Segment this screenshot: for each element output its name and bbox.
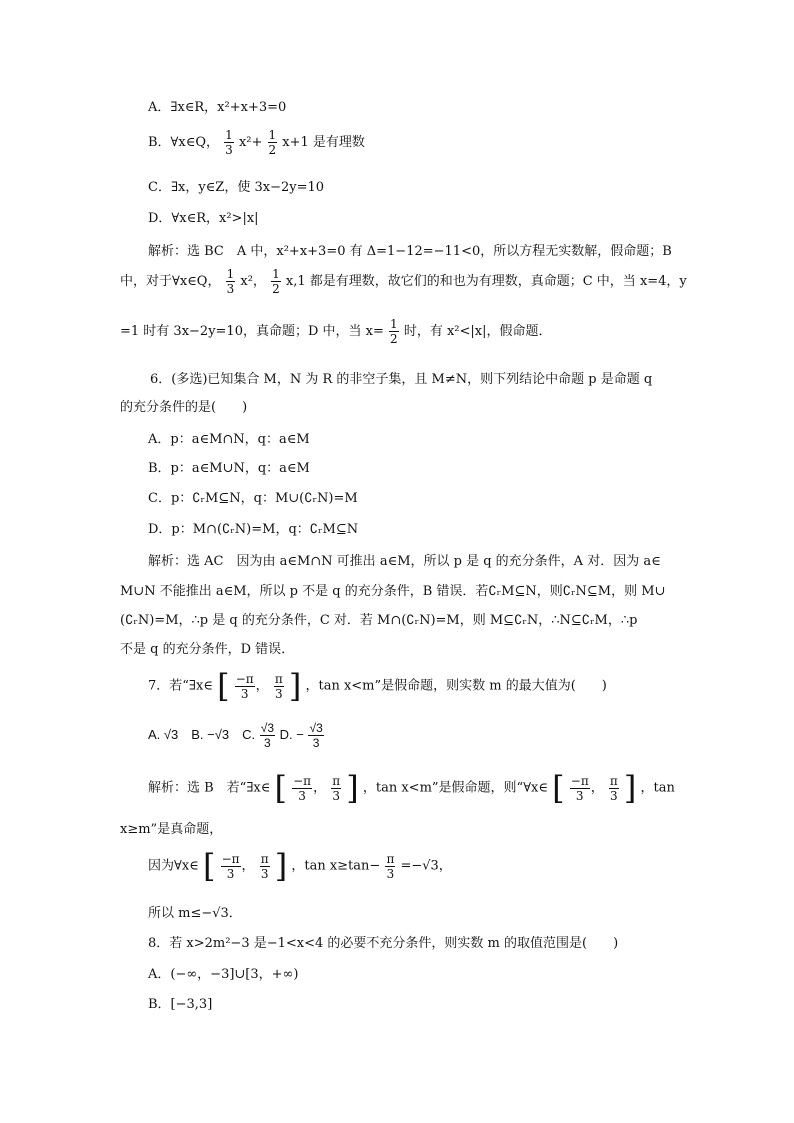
q5-option-c: C．∃x，y∈Z，使 3x−2y=10 [148,180,325,195]
interval-right-bracket: ] [623,769,637,807]
fraction-pi-over-3: $\frac{\pi}{3}$ [274,671,283,701]
interval-right-bracket: ] [288,667,302,705]
interval-right-bracket: ] [274,847,288,885]
fraction-one-half: $\frac{1}{2}$ [390,317,398,346]
q7-stem [148,667,607,705]
q7-solution-mid: ，tan x<m”是假命题，则“∀x∈ [362,780,548,796]
q5-solution-line-2-suffix: x,1 都是有理数，故它们的和也为有理数，真命题；C 中，当 x=4，y [285,274,687,289]
q7-options-a-to-c: A. √3 B. −√3 C. [148,726,256,742]
q8-option-b: B．[−3,3] [148,997,213,1012]
fraction-sqrt3-over-3: $\frac{√3}{3}$ [309,721,323,750]
interval-left-bracket: [ [217,667,230,705]
fraction-neg-pi-over-3: $\frac{-\pi}{3}$ [235,671,254,701]
interval-comma: ， [241,858,255,874]
interval-left-bracket: [ [552,769,565,807]
fraction-pi-over-3: $\frac{\pi}{3}$ [386,851,395,881]
q6-solution-line-2: M∪N 不能推出 a∈M，所以 p 不是 q 的充分条件，B 错误．若∁ᵣM⊆N，则∁ᵣN⊆M，则 M∪ [120,584,666,599]
interval-left-bracket: [ [202,847,216,885]
q7-solution-line-2: x≥m”是真命题， [120,822,223,837]
q7-solution-3-prefix: 因为∀x∈ [148,858,199,874]
q5-solution-line-3 [120,318,551,345]
q7-option-d-prefix: D. − [279,726,304,742]
q6-option-b: B．p：a∈M∪N，q：a∈M [148,461,310,476]
q6-option-d: D．p：M∩(∁ᵣN)=M，q：∁ᵣM⊆N [148,522,359,537]
q7-stem-suffix: ，tan x<m”是假命题，则实数 m 的最大值为( ) [305,678,607,694]
q5-solution-line-3-prefix: =1 时有 3x−2y=10，真命题；D 中，当 x= [120,324,384,339]
q7-options [148,722,325,749]
q6-stem-line-2: 的充分条件的是( ) [120,400,248,415]
interval-left-bracket: [ [274,769,287,807]
q5-option-b-prefix: B．∀x∈Q， [148,135,220,150]
interval-right-bracket: ] [346,769,359,807]
q5-solution-line-2-mid: x²， [240,274,266,289]
q5-option-b-mid: x²+ [238,135,263,150]
interval-comma: ， [255,678,269,694]
q5-option-a: A．∃x∈R，x²+x+3=0 [148,100,287,115]
q5-option-d: D．∀x∈R，x²>|x| [148,211,259,226]
q7-solution-prefix: 解析：选 B 若“∃x∈ [148,780,271,796]
fraction-pi-over-3: $\frac{\pi}{3}$ [332,773,341,803]
q5-solution-line-2 [120,268,687,295]
fraction-one-third: $\frac{1}{3}$ [226,267,235,296]
fraction-one-third: $\frac{1}{3}$ [225,128,233,157]
q5-solution-line-1: 解析：选 BC A 中，x²+x+3=0 有 Δ=1−12=−11<0，所以方程无实数解，假命题；B [148,244,672,259]
q7-stem-prefix: 7．若“∃x∈ [148,678,213,694]
q5-solution-line-2-prefix: 中，对于∀x∈Q， [120,274,221,289]
q6-solution-line-4: 不是 q 的充分条件，D 错误． [120,642,295,657]
q7-solution-line-4: 所以 m≤−√3． [148,906,242,921]
interval-comma: ， [313,780,327,796]
q7-solution-suffix: ，tan [640,780,675,796]
q7-solution-line-3 [148,847,452,885]
q5-option-b [148,129,365,156]
q5-option-b-suffix: x+1 是有理数 [282,135,365,150]
fraction-pi-over-3: $\frac{\pi}{3}$ [609,773,618,803]
interval-comma: ， [590,780,604,796]
q7-solution-3-mid: ，tan x≥tan− [291,858,381,874]
q6-stem-line-1: 6．(多选)已知集合 M，N 为 R 的非空子集，且 M≠N，则下列结论中命题 p 是命题 q [150,372,653,387]
q6-option-a: A．p：a∈M∩N，q：a∈M [148,432,310,447]
fraction-one-half: $\frac{1}{2}$ [268,128,277,157]
q6-solution-line-3: (∁ᵣN)=M，∴p 是 q 的充分条件，C 对．若 M∩(∁ᵣN)=M，则 M⊆∁ᵣN，∴N⊆∁ᵣM，∴p [120,613,638,628]
q7-solution-line-1 [148,769,675,807]
fraction-pi-over-3: $\frac{\pi}{3}$ [260,851,269,881]
q6-option-c: C．p：∁ᵣM⊆N，q：M∪(∁ᵣN)=M [148,491,358,506]
fraction-neg-pi-over-3: $\frac{-\pi}{3}$ [221,851,240,881]
q5-solution-line-3-suffix: 时，有 x²<|x|，假命题． [403,324,552,339]
fraction-neg-pi-over-3: $\frac{-\pi}{3}$ [570,773,589,803]
q6-solution-line-1: 解析：选 AC 因为由 a∈M∩N 可推出 a∈M，所以 p 是 q 的充分条件，A 对．因为 a∈ [148,554,661,569]
q8-stem: 8．若 x>2m²−3 是−1<x<4 的必要不充分条件，则实数 m 的取值范围是( ) [148,936,619,951]
fraction-sqrt3-over-3: $\frac{√3}{3}$ [260,721,275,750]
fraction-one-half: $\frac{1}{2}$ [272,267,280,296]
fraction-neg-pi-over-3: $\frac{-\pi}{3}$ [293,773,312,803]
q7-solution-3-suffix: =−√3， [400,858,452,874]
q8-option-a: A．(−∞，−3]∪[3，+∞) [148,967,299,982]
